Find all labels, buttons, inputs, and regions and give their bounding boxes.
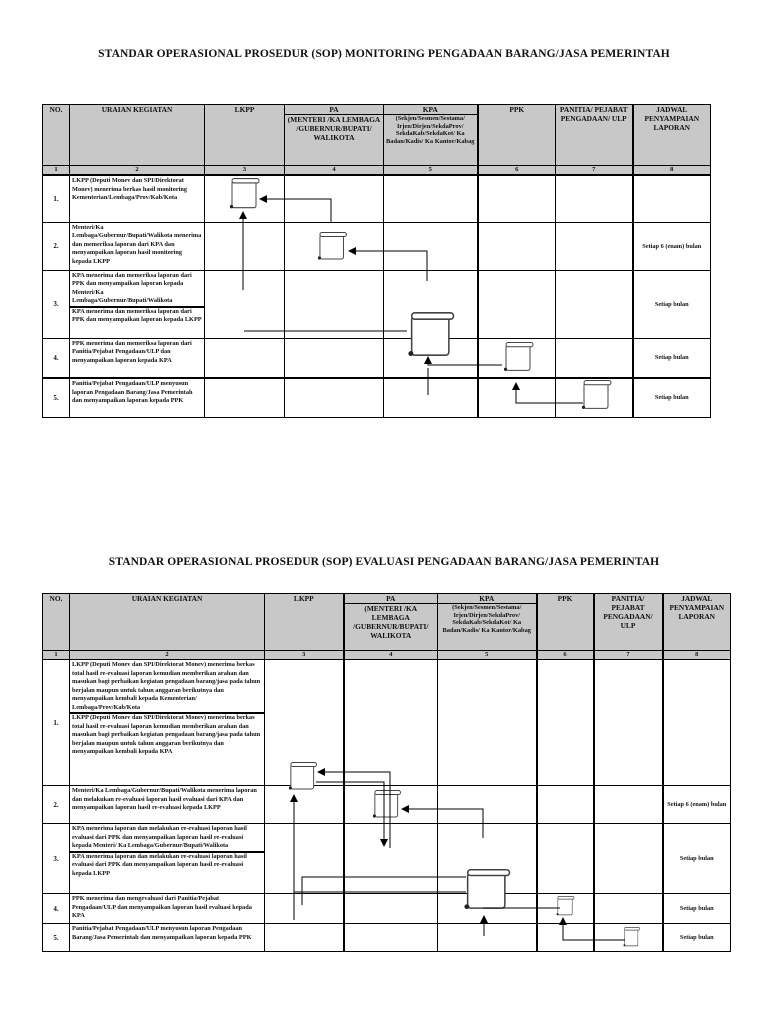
col-number: 7: [594, 651, 663, 660]
header-pa: PA: [344, 594, 438, 604]
row-description: [70, 660, 265, 786]
row-number: 1.: [43, 660, 70, 786]
row-description-part: LKPP (Deputi Monev dan SPI/Direktorat Monev) menerima berkas total hasil re-evaluasi laporan kemudian memberikan arahan dan masukan bagi perbaikan kegiatan pengadaan barang/jasa pada tahun berjalan maupun untuk tahun anggaran berikutnya dan menyampaikan kembali kepada KPA: [70, 712, 264, 757]
header-kpa: KPA: [384, 105, 478, 115]
header-panitia: PANITIA/ PEJABAT PENGADAAN/ ULP: [594, 594, 663, 651]
row-number: 2.: [43, 786, 70, 824]
row-description-part: KPA menerima laporan dan melakukan re-evaluasi laporan hasil evaluasi dari PPK dan menyampaikan laporan hasil re-evaluasi kepada LKPP: [70, 851, 264, 879]
col-number: 4: [285, 166, 384, 176]
col-number: 4: [344, 651, 438, 660]
col-number: 2: [70, 166, 205, 176]
header-uraian-kegiatan: URAIAN KEGIATAN: [70, 594, 265, 651]
row-description-part: KPA menerima dan memeriksa laporan dari PPK dan menyampaikan laporan kepada LKPP: [70, 306, 204, 325]
header-jadwal: JADWAL PENYAMPAIAN LAPORAN: [633, 105, 711, 166]
table-row: [43, 786, 731, 824]
header-ppk: PPK: [478, 105, 556, 166]
table-row: [43, 270, 711, 338]
col-number: 6: [537, 651, 594, 660]
table-row: [43, 222, 711, 270]
row-schedule: Setiap bulan: [633, 270, 711, 338]
col-number: 8: [633, 166, 711, 176]
row-description-part: LKPP (Deputi Monev dan SPI/Direktorat Monev) menerima berkas total hasil re-evaluasi laporan kemudian memberikan arahan dan masukan bagi perbaikan kegiatan pengadaan barang/jasa pada tahun berjalan maupun untuk tahun anggaran berikutnya dan menyampaikan kembali kepada Kementerian/ Lembaga/Prov/Kab/Kota: [72, 661, 261, 711]
sop-evaluasi-table: [42, 593, 731, 952]
col-number: 5: [438, 651, 537, 660]
col-number: 8: [663, 651, 731, 660]
row-description-part: KPA menerima laporan dan melakukan re-evaluasi laporan hasil evaluasi dari PPK dan menyampaikan laporan hasil re-evaluasi kepada Menteri/ Ka Lembaga/Gubernur/Bupati/Walikota: [72, 825, 247, 849]
col-number: 1: [43, 166, 70, 176]
row-description: [70, 270, 205, 338]
sop-evaluasi-title: STANDAR OPERASIONAL PROSEDUR (SOP) EVALUASI PENGADAAN BARANG/JASA PEMERINTAH: [108, 556, 660, 568]
row-schedule: Setiap bulan: [633, 378, 711, 417]
row-description: PPK menerima dan mengevaluasi dari Panitia/Pejabat Pengadaan/ULP dan menyampaikan laporan hasil evaluasi kepada KPA: [70, 894, 265, 924]
row-schedule: [633, 175, 711, 222]
header-no: NO.: [43, 594, 70, 651]
row-description: PPK menerima dan memeriksa laporan dari Panitia/Pejabat Pengadaan/ULP dan menyampaikan laporan kepada KPA: [70, 338, 205, 378]
col-number: 5: [384, 166, 478, 176]
row-description: Panitia/Pejabat Pengadaan/ULP menyusun laporan Pengadaan Barang/Jasa Pemerintah dan menyampaikan laporan kepada PPK: [70, 378, 205, 417]
row-number: 4.: [43, 338, 70, 378]
table-row: [43, 378, 711, 417]
header-lkpp: LKPP: [205, 105, 285, 166]
col-number: 1: [43, 651, 70, 660]
row-schedule: Setiap bulan: [663, 924, 731, 952]
row-description: Panitia/Pejabat Pengadaan/ULP menyusun laporan Pengadaan Barang/Jasa Pemerintah dan menyampaikan laporan kepada PPK: [70, 924, 265, 952]
header-pa-detail: (MENTERI /KA LEMBAGA /GUBERNUR/BUPATI/ WALIKOTA: [344, 604, 438, 651]
row-schedule: Setiap bulan: [663, 894, 731, 924]
row-schedule: Setiap 6 (enam) bulan: [633, 222, 711, 270]
row-number: 3.: [43, 270, 70, 338]
row-description-part: KPA menerima dan memeriksa laporan dari PPK dan menyampaikan laporan kepada Menteri/Ka Lembaga/Gubernur/Bupati/Walikota: [72, 271, 192, 304]
row-schedule: Setiap bulan: [663, 824, 731, 894]
row-number: 5.: [43, 924, 70, 952]
row-number: 1.: [43, 175, 70, 222]
header-no: NO.: [43, 105, 70, 166]
row-description: [70, 824, 265, 894]
row-number: 3.: [43, 824, 70, 894]
row-description: LKPP (Deputi Monev dan SPI/Direktorat Monev) menerima berkas hasil monitoring Kementerian/Lembaga/Prov/Kab/Kota: [70, 175, 205, 222]
table-row: [43, 175, 711, 222]
header-kpa-detail: (Sekjen/Sesmen/Sestama/ Irjen/Dirjen/SekdaProv/ SekdaKab/SekdaKot/ Ka Badan/Kadis/ Ka Kantor/Kabag: [438, 604, 537, 651]
header-lkpp: LKPP: [265, 594, 344, 651]
col-number: 2: [70, 651, 265, 660]
header-kpa: KPA: [438, 594, 537, 604]
header-jadwal: JADWAL PENYAMPAIAN LAPORAN: [663, 594, 731, 651]
col-number: 6: [478, 166, 556, 176]
table-row: [43, 824, 731, 894]
row-description: Menteri/Ka Lembaga/Gubernur/Bupati/Walikota menerima dan memeriksa laporan dari KPA dan menyampaikan laporan hasil monitoring kepada LKPP: [70, 222, 205, 270]
row-description: Menteri/Ka Lembaga/Gubernur/Bupati/Walikota menerima laporan dan melakukan re-evaluasi laporan hasil evaluasi dari KPA dan menyampaikan laporan hasil re-evaluasi kepada LKPP: [70, 786, 265, 824]
table-row: [43, 924, 731, 952]
sop-monitoring-table: [42, 104, 711, 418]
col-number: 3: [205, 166, 285, 176]
table-row: [43, 660, 731, 786]
row-number: 5.: [43, 378, 70, 417]
header-panitia: PANITIA/ PEJABAT PENGADAAN/ ULP: [556, 105, 633, 166]
col-number: 3: [265, 651, 344, 660]
row-number: 2.: [43, 222, 70, 270]
table-row: [43, 338, 711, 378]
row-number: 4.: [43, 894, 70, 924]
header-pa: PA: [285, 105, 384, 115]
header-pa-detail: (MENTERI /KA LEMBAGA /GUBERNUR/BUPATI/ WALIKOTA: [285, 115, 384, 166]
sop-monitoring-title: STANDAR OPERASIONAL PROSEDUR (SOP) MONITORING PENGADAAN BARANG/JASA PEMERINTAH: [98, 48, 670, 60]
header-kpa-detail: (Sekjen/Sesmen/Sestama/ Irjen/Dirjen/SekdaProv/ SekdaKab/SekdaKot/ Ka Badan/Kadis/ Ka Kantor/Kabag: [384, 115, 478, 166]
table-row: [43, 894, 731, 924]
header-uraian-kegiatan: URAIAN KEGIATAN: [70, 105, 205, 166]
row-schedule: [663, 660, 731, 786]
row-schedule: Setiap 6 (enam) bulan: [663, 786, 731, 824]
header-ppk: PPK: [537, 594, 594, 651]
row-schedule: Setiap bulan: [633, 338, 711, 378]
col-number: 7: [556, 166, 633, 176]
